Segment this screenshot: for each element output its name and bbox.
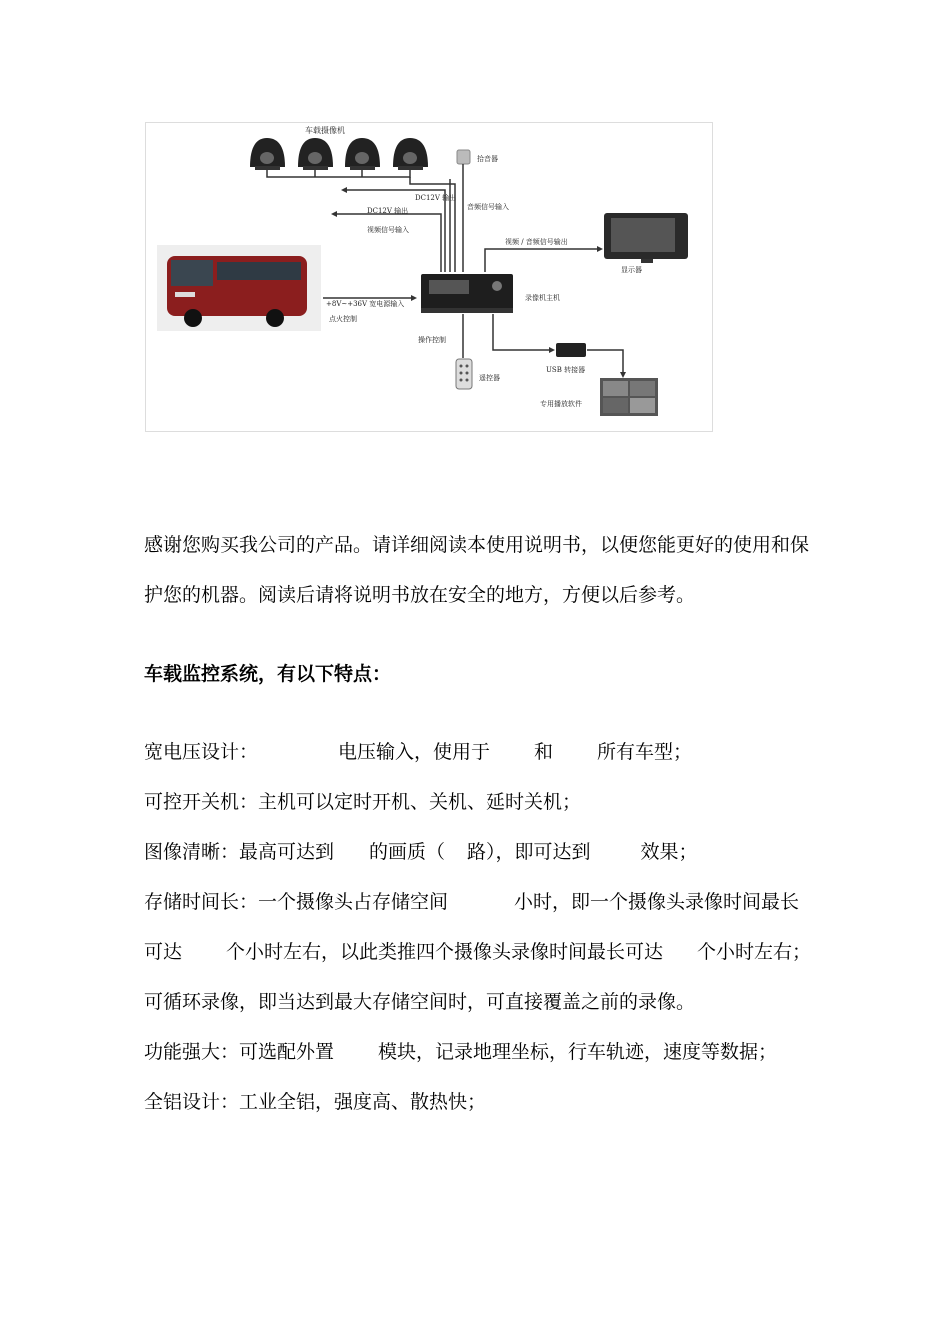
intro-line-2: 护您的机器。阅读后请将说明书放在安全的地方，方便以后参考。 <box>144 584 696 606</box>
software-label: 专用播放软件 <box>540 400 582 408</box>
intro-line-1: 感谢您购买我公司的产品。请详细阅读本使用说明书，以便您能更好的使用和保 <box>144 534 810 556</box>
power-in-label: +8V~+36V 宽电源输入 <box>326 300 405 308</box>
dc-out-2: DC12V 输出 <box>367 207 409 215</box>
system-diagram <box>145 122 713 432</box>
usb-adapter-icon <box>556 343 586 357</box>
audio-in-label: 音频信号输入 <box>467 203 509 211</box>
bus-image <box>157 245 321 331</box>
monitor-label: 显示器 <box>621 266 642 274</box>
features-title: 车载监控系统，有以下特点： <box>144 663 392 685</box>
dvr-icon <box>421 274 513 313</box>
av-out-label: 视频 / 音频信号输出 <box>505 238 568 246</box>
monitor-icon <box>604 213 688 263</box>
feature-gps-module: 功能强大：可选配外置 模块，记录地理坐标，行车轨迹，速度等数据； <box>144 1041 778 1063</box>
software-screen-icon <box>600 378 658 416</box>
op-control-label: 操作控制 <box>418 336 446 344</box>
feature-image-quality: 图像清晰：最高可达到 的画质（ 路），即可达到 效果； <box>144 841 698 863</box>
feature-power-control: 可控开关机：主机可以定时开机、关机、延时关机； <box>144 791 582 813</box>
microphone-icon <box>457 150 470 164</box>
remote-label: 遥控器 <box>479 374 500 382</box>
feature-aluminum: 全铝设计：工业全铝，强度高、散热快； <box>144 1091 487 1113</box>
usb-label: USB 转接器 <box>546 366 586 374</box>
cameras-label: 车载摄像机 <box>305 126 345 135</box>
dc-out-1: DC12V 输出 <box>415 194 457 202</box>
system-diagram-svg <box>145 122 713 432</box>
video-in-label: 视频信号输入 <box>367 226 409 234</box>
feature-loop-recording: 可循环录像，即当达到最大存储空间时，可直接覆盖之前的录像。 <box>144 991 696 1013</box>
feature-storage-line-2: 可达 个小时左右，以此类推四个摄像头录像时间最长可达 个小时左右； <box>144 941 812 963</box>
feature-storage-line-1: 存储时间长：一个摄像头占存储空间 小时，即一个摄像头录像时间最长 <box>144 891 800 913</box>
ignition-label: 点火控制 <box>329 315 357 323</box>
dvr-label: 录像机主机 <box>525 294 560 302</box>
feature-wide-voltage: 宽电压设计： 电压输入，使用于 和 所有车型； <box>144 741 693 763</box>
pickup-label: 拾音器 <box>477 155 498 163</box>
remote-icon <box>456 359 472 389</box>
